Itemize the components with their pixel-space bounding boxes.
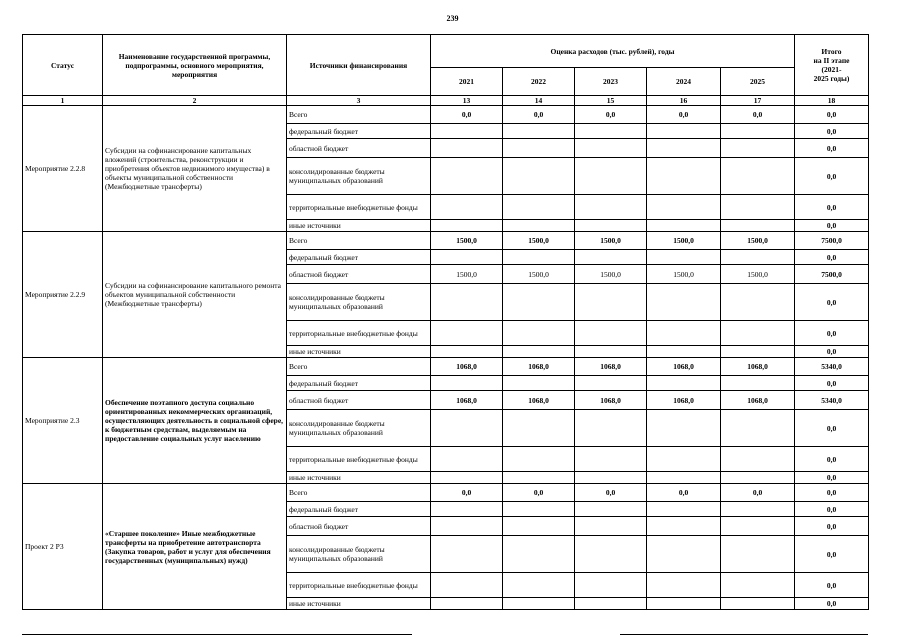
column-number: 16: [647, 96, 721, 106]
year-value-cell: [503, 284, 575, 321]
funding-source-cell: иные источники: [287, 346, 431, 358]
year-value-cell: [647, 250, 721, 265]
year-value-cell: [575, 598, 647, 610]
year-value-cell: [575, 158, 647, 195]
header-status: Статус: [23, 35, 103, 96]
year-value-cell: [431, 139, 503, 158]
funding-source-cell: Всего: [287, 358, 431, 376]
header-total: [795, 35, 869, 96]
funding-source-cell: федеральный бюджет: [287, 376, 431, 391]
funding-source-cell: иные источники: [287, 472, 431, 484]
year-value-cell: [503, 321, 575, 346]
year-value-cell: [575, 346, 647, 358]
status-cell: Мероприятие 2.2.8: [23, 106, 103, 232]
year-value-cell: 1500,0: [575, 232, 647, 250]
year-value-cell: 0,0: [503, 484, 575, 502]
total-value-cell: 0,0: [795, 139, 869, 158]
year-value-cell: 1068,0: [647, 391, 721, 410]
year-value-cell: [503, 158, 575, 195]
year-value-cell: [721, 502, 795, 517]
year-value-cell: 1500,0: [647, 265, 721, 284]
page-number: 239: [446, 14, 459, 23]
year-value-cell: [503, 220, 575, 232]
funding-source-cell: консолидированные бюджеты муниципальных образований: [287, 536, 431, 573]
year-value-cell: 0,0: [431, 106, 503, 124]
year-value-cell: [721, 195, 795, 220]
year-value-cell: [721, 536, 795, 573]
funding-source-cell: Всего: [287, 232, 431, 250]
year-value-cell: [503, 250, 575, 265]
year-value-cell: [575, 517, 647, 536]
column-number: 1: [23, 96, 103, 106]
year-value-cell: 1500,0: [721, 265, 795, 284]
year-value-cell: [575, 502, 647, 517]
year-value-cell: [647, 536, 721, 573]
header-year: 2021: [431, 68, 503, 96]
year-value-cell: [503, 598, 575, 610]
year-value-cell: [503, 447, 575, 472]
year-value-cell: 1500,0: [575, 265, 647, 284]
year-value-cell: [503, 195, 575, 220]
year-value-cell: [431, 250, 503, 265]
year-value-cell: 1068,0: [575, 391, 647, 410]
column-number: 2: [103, 96, 287, 106]
year-value-cell: [575, 447, 647, 472]
total-value-cell: 0,0: [795, 410, 869, 447]
measure-name-cell: Субсидии на софинансирование капитальных вложений (строительства, реконструкции и приобретения объектов недвижимого имущества) в объекты муниципальной собственности (Межбюджетные трансферты): [103, 106, 287, 232]
footer-rule: [620, 634, 868, 635]
header-total-line2: на II этапе: [813, 56, 850, 65]
year-value-cell: [503, 410, 575, 447]
total-value-cell: 0,0: [795, 195, 869, 220]
year-value-cell: [575, 124, 647, 139]
table-row: [23, 106, 869, 124]
year-value-cell: 1500,0: [647, 232, 721, 250]
total-value-cell: 0,0: [795, 502, 869, 517]
year-value-cell: [503, 502, 575, 517]
total-value-cell: 0,0: [795, 321, 869, 346]
year-value-cell: [431, 410, 503, 447]
year-value-cell: 1068,0: [431, 358, 503, 376]
total-value-cell: 0,0: [795, 124, 869, 139]
total-value-cell: 0,0: [795, 517, 869, 536]
year-value-cell: [721, 598, 795, 610]
year-value-cell: [575, 250, 647, 265]
header-total-line1: Итого: [821, 47, 842, 56]
total-value-cell: 5340,0: [795, 358, 869, 376]
year-value-cell: [721, 376, 795, 391]
year-value-cell: [431, 321, 503, 346]
funding-source-cell: консолидированные бюджеты муниципальных образований: [287, 284, 431, 321]
year-value-cell: [647, 573, 721, 598]
year-value-cell: 0,0: [575, 106, 647, 124]
total-value-cell: 0,0: [795, 158, 869, 195]
total-value-cell: 7500,0: [795, 232, 869, 250]
year-value-cell: 0,0: [647, 106, 721, 124]
year-value-cell: [721, 447, 795, 472]
measure-name-cell: Обеспечение поэтапного доступа социально ориентированных некоммерческих организаций, осуществляющих деятельность в социальной сфере, к бюджетным средствам, выделяемым на предоставление социальных услуг населению: [103, 358, 287, 484]
year-value-cell: [431, 376, 503, 391]
year-value-cell: [575, 321, 647, 346]
total-value-cell: 0,0: [795, 447, 869, 472]
year-value-cell: [575, 195, 647, 220]
year-value-cell: [503, 346, 575, 358]
year-value-cell: [503, 573, 575, 598]
year-value-cell: 0,0: [575, 484, 647, 502]
total-value-cell: 0,0: [795, 284, 869, 321]
year-value-cell: 1068,0: [431, 391, 503, 410]
year-value-cell: [647, 284, 721, 321]
year-value-cell: [431, 598, 503, 610]
year-value-cell: [431, 472, 503, 484]
year-value-cell: [575, 536, 647, 573]
year-value-cell: [575, 472, 647, 484]
year-value-cell: [575, 139, 647, 158]
total-value-cell: 0,0: [795, 536, 869, 573]
year-value-cell: 1068,0: [503, 358, 575, 376]
year-value-cell: [431, 447, 503, 472]
funding-source-cell: Всего: [287, 484, 431, 502]
year-value-cell: [647, 472, 721, 484]
year-value-cell: [721, 346, 795, 358]
year-value-cell: [721, 124, 795, 139]
year-value-cell: 1500,0: [721, 232, 795, 250]
table-body: [23, 106, 869, 610]
year-value-cell: 1500,0: [431, 265, 503, 284]
year-value-cell: 0,0: [647, 484, 721, 502]
header-estimate: Оценка расходов (тыс. рублей), годы: [431, 35, 795, 68]
funding-source-cell: территориальные внебюджетные фонды: [287, 321, 431, 346]
year-value-cell: [431, 517, 503, 536]
year-value-cell: [575, 284, 647, 321]
total-value-cell: 0,0: [795, 598, 869, 610]
year-value-cell: [431, 124, 503, 139]
year-value-cell: [721, 220, 795, 232]
year-value-cell: [503, 376, 575, 391]
year-value-cell: 0,0: [503, 106, 575, 124]
measure-name-cell: «Старшее поколение» Иные межбюджетные трансферты на приобретение автотранспорта (Закупка товаров, работ и услуг для обеспечения государственных (муниципальных) нужд): [103, 484, 287, 610]
funding-source-cell: иные источники: [287, 598, 431, 610]
year-value-cell: 1068,0: [575, 358, 647, 376]
total-value-cell: 0,0: [795, 250, 869, 265]
year-value-cell: [431, 195, 503, 220]
column-number: 15: [575, 96, 647, 106]
year-value-cell: 0,0: [431, 484, 503, 502]
year-value-cell: [721, 284, 795, 321]
total-value-cell: 7500,0: [795, 265, 869, 284]
year-value-cell: [721, 321, 795, 346]
header-sources: Источники финансирования: [287, 35, 431, 96]
year-value-cell: [431, 346, 503, 358]
funding-source-cell: консолидированные бюджеты муниципальных образований: [287, 158, 431, 195]
year-value-cell: 1068,0: [647, 358, 721, 376]
year-value-cell: [431, 536, 503, 573]
year-value-cell: [647, 447, 721, 472]
funding-source-cell: иные источники: [287, 220, 431, 232]
header-year: 2024: [647, 68, 721, 96]
year-value-cell: [721, 139, 795, 158]
year-value-cell: 1500,0: [503, 232, 575, 250]
year-value-cell: [503, 124, 575, 139]
funding-source-cell: федеральный бюджет: [287, 502, 431, 517]
footer-rule: [22, 634, 412, 635]
year-value-cell: [647, 158, 721, 195]
year-value-cell: 1068,0: [721, 358, 795, 376]
year-value-cell: [431, 158, 503, 195]
year-value-cell: [575, 376, 647, 391]
year-value-cell: [721, 472, 795, 484]
column-number: 13: [431, 96, 503, 106]
year-value-cell: [503, 472, 575, 484]
year-value-cell: 0,0: [721, 484, 795, 502]
funding-source-cell: федеральный бюджет: [287, 250, 431, 265]
year-value-cell: [503, 139, 575, 158]
year-value-cell: 1068,0: [721, 391, 795, 410]
total-value-cell: 0,0: [795, 484, 869, 502]
year-value-cell: [647, 321, 721, 346]
year-value-cell: [721, 573, 795, 598]
total-value-cell: 0,0: [795, 106, 869, 124]
year-value-cell: [647, 376, 721, 391]
funding-source-cell: областной бюджет: [287, 139, 431, 158]
table-row: [23, 358, 869, 376]
year-value-cell: [431, 284, 503, 321]
column-number: 17: [721, 96, 795, 106]
year-value-cell: [647, 410, 721, 447]
year-value-cell: 1500,0: [431, 232, 503, 250]
header-year: 2025: [721, 68, 795, 96]
funding-source-cell: Всего: [287, 106, 431, 124]
header-name: Наименование государственной программы, подпрограммы, основного мероприятия, мероприятия: [103, 35, 287, 96]
total-value-cell: 0,0: [795, 573, 869, 598]
year-value-cell: [647, 220, 721, 232]
year-value-cell: [647, 346, 721, 358]
year-value-cell: [721, 517, 795, 536]
status-cell: Мероприятие 2.3: [23, 358, 103, 484]
year-value-cell: [575, 220, 647, 232]
header-year: 2022: [503, 68, 575, 96]
total-value-cell: 0,0: [795, 220, 869, 232]
column-number: 18: [795, 96, 869, 106]
status-cell: Мероприятие 2.2.9: [23, 232, 103, 358]
year-value-cell: [647, 517, 721, 536]
funding-source-cell: территориальные внебюджетные фонды: [287, 447, 431, 472]
total-value-cell: 0,0: [795, 472, 869, 484]
header-year: 2023: [575, 68, 647, 96]
year-value-cell: [721, 410, 795, 447]
funding-source-cell: областной бюджет: [287, 265, 431, 284]
year-value-cell: [647, 598, 721, 610]
total-value-cell: 0,0: [795, 346, 869, 358]
year-value-cell: 1500,0: [503, 265, 575, 284]
year-value-cell: [647, 502, 721, 517]
funding-source-cell: федеральный бюджет: [287, 124, 431, 139]
column-number: 14: [503, 96, 575, 106]
funding-source-cell: областной бюджет: [287, 391, 431, 410]
column-number: 3: [287, 96, 431, 106]
year-value-cell: [503, 536, 575, 573]
measure-name-cell: Субсидии на софинансирование капитального ремонта объектов муниципальной собственности (Межбюджетные трансферты): [103, 232, 287, 358]
column-number-row: [23, 96, 869, 106]
table-row: [23, 232, 869, 250]
year-value-cell: [575, 410, 647, 447]
year-value-cell: [431, 220, 503, 232]
funding-source-cell: областной бюджет: [287, 517, 431, 536]
funding-source-cell: территориальные внебюджетные фонды: [287, 573, 431, 598]
header-total-line4: 2025 годы): [813, 74, 850, 83]
year-value-cell: [431, 573, 503, 598]
funding-source-cell: территориальные внебюджетные фонды: [287, 195, 431, 220]
year-value-cell: [647, 195, 721, 220]
year-value-cell: [647, 139, 721, 158]
year-value-cell: [721, 158, 795, 195]
year-value-cell: [721, 250, 795, 265]
year-value-cell: [575, 573, 647, 598]
status-cell: Проект 2 Р3: [23, 484, 103, 610]
year-value-cell: [503, 517, 575, 536]
table-row: [23, 484, 869, 502]
header-total-line3: (2021-: [821, 65, 842, 74]
total-value-cell: 0,0: [795, 376, 869, 391]
year-value-cell: [647, 124, 721, 139]
year-value-cell: [431, 502, 503, 517]
year-value-cell: 1068,0: [503, 391, 575, 410]
total-value-cell: 5340,0: [795, 391, 869, 410]
year-value-cell: 0,0: [721, 106, 795, 124]
funding-source-cell: консолидированные бюджеты муниципальных образований: [287, 410, 431, 447]
budget-table: [22, 34, 869, 610]
